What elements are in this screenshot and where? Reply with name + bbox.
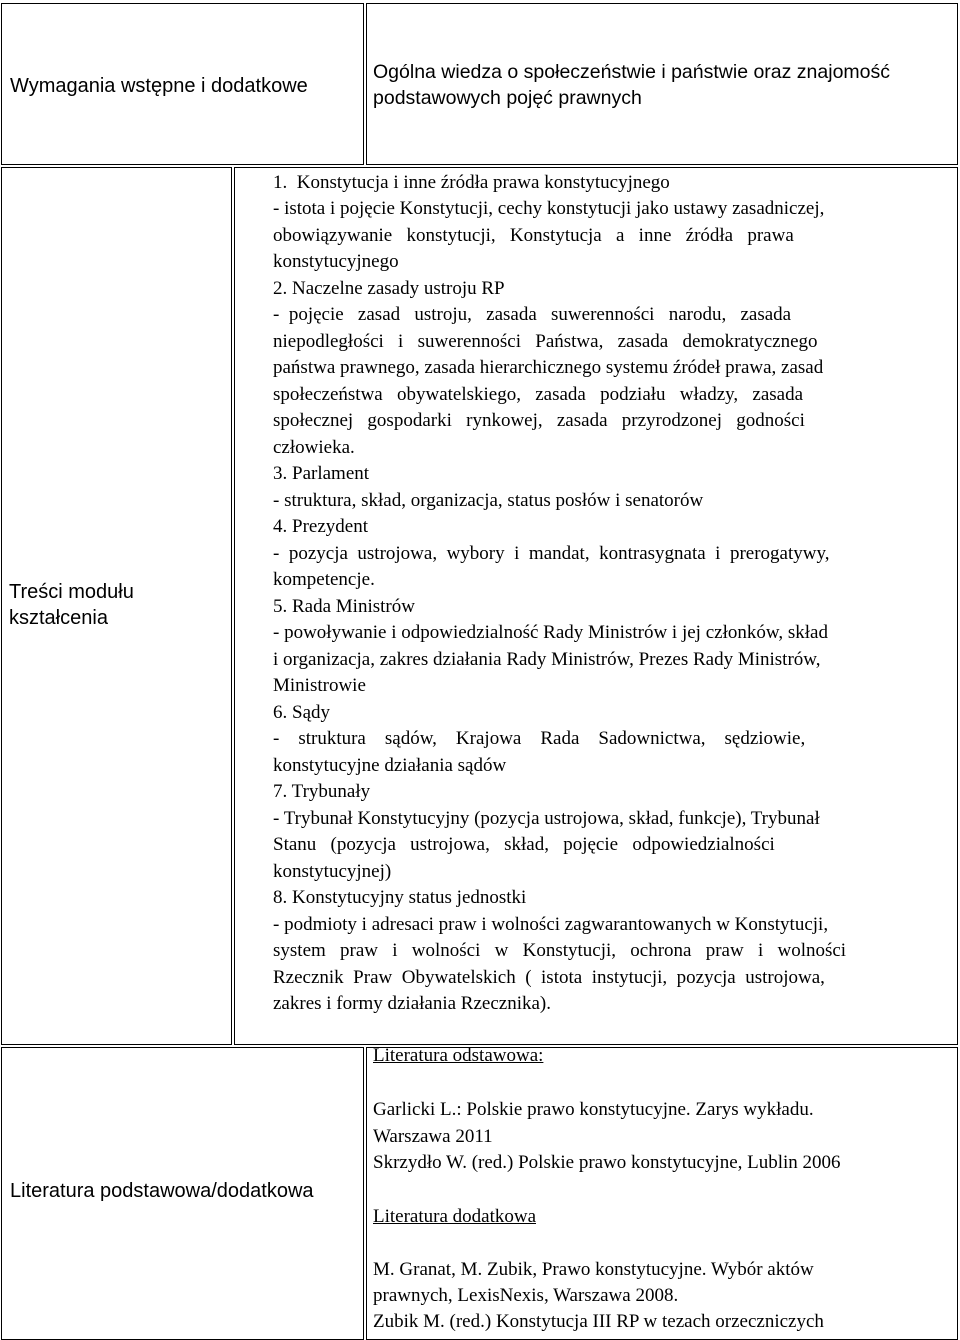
content-line: 6. Sądy (273, 702, 330, 723)
content-line: - podmioty i adresaci praw i wolności zagwarantowanych w Konstytucji, (273, 914, 829, 935)
content-line: 8. Konstytucyjny status jednostki (273, 887, 527, 908)
content-line: konstytucyjne działania sądów (273, 755, 507, 776)
basic-literature-line: Garlicki L.: Polskie prawo konstytucyjne. Zarys wykładu. (373, 1099, 814, 1120)
content-line: 1. Konstytucja i inne źródła prawa konstytucyjnego (273, 172, 670, 193)
content-line: 7. Trybunały (273, 781, 371, 802)
content-line: - pozycja ustrojowa, wybory i mandat, kontrasygnata i prerogatywy, (273, 543, 830, 564)
requirements-value-line: Ogólna wiedza o społeczeństwie i państwie oraz znajomość (373, 61, 891, 83)
content-line: - pojęcie zasad ustroju, zasada suwerenności narodu, zasada (273, 304, 792, 325)
extra-literature-heading: Literatura dodatkowa (373, 1206, 537, 1227)
requirements-label: Wymagania wstępne i dodatkowe (10, 75, 308, 97)
content-line: - struktura, skład, organizacja, status posłów i senatorów (273, 490, 704, 511)
content-line: człowieka. (273, 437, 355, 458)
extra-literature-line: prawnych, LexisNexis, Warszawa 2008. (373, 1285, 679, 1306)
content-line: 4. Prezydent (273, 516, 368, 537)
content-line: niepodległości i suwerenności Państwa, zasada demokratycznego (273, 331, 818, 352)
basic-literature-line: Skrzydło W. (red.) Polskie prawo konstytucyjne, Lublin 2006 (373, 1152, 841, 1173)
content-line: Rzecznik Praw Obywatelskich ( istota instytucji, pozycja ustrojowa, (273, 967, 825, 988)
content-label (9, 579, 134, 631)
content-line: kompetencje. (273, 569, 375, 590)
basic-literature-line: Warszawa 2011 (373, 1126, 493, 1147)
content-label-line: kształcenia (9, 607, 108, 629)
content-line: obowiązywanie konstytucji, Konstytucja a inne źródła prawa (273, 225, 794, 246)
content-line: społeczeństwa obywatelskiego, zasada podziału władzy, zasada (273, 384, 804, 405)
content-line: - struktura sądów, Krajowa Rada Sadownictwa, sędziowie, (273, 728, 806, 749)
content-line: - powoływanie i odpowiedzialność Rady Ministrów i jej członków, skład (273, 622, 828, 643)
content-line: 2. Naczelne zasady ustroju RP (273, 278, 505, 299)
content-line: Stanu (pozycja ustrojowa, skład, pojęcie odpowiedzialności (273, 834, 775, 855)
extra-literature-line: Zubik M. (red.) Konstytucja III RP w tezach orzeczniczych (373, 1311, 824, 1332)
content-line: zakres i formy działania Rzecznika). (273, 993, 551, 1014)
content-line: Ministrowie (273, 675, 366, 696)
content-line: i organizacja, zakres działania Rady Ministrów, Prezes Rady Ministrów, (273, 649, 821, 670)
content-label-line: Treści modułu (9, 581, 134, 603)
content-line: system praw i wolności w Konstytucji, ochrona praw i wolności (273, 940, 847, 961)
content-line: 3. Parlament (273, 463, 370, 484)
literature-label: Literatura podstawowa/dodatkowa (10, 1180, 314, 1202)
requirements-value-line: podstawowych pojęć prawnych (373, 87, 642, 109)
content-line: społecznej gospodarki rynkowej, zasada przyrodzonej godności (273, 410, 805, 431)
content-line: konstytucyjnej) (273, 861, 392, 882)
content-line: - Trybunał Konstytucyjny (pozycja ustrojowa, skład, funkcje), Trybunał (273, 808, 820, 829)
basic-literature-heading: Literatura odstawowa: (373, 1045, 544, 1066)
content-line: 5. Rada Ministrów (273, 596, 415, 617)
extra-literature-line: M. Granat, M. Zubik, Prawo konstytucyjne. Wybór aktów (373, 1259, 814, 1280)
content-line: konstytucyjnego (273, 251, 399, 272)
requirements-value (373, 59, 890, 111)
content-line: państwa prawnego, zasada hierarchicznego systemu źródeł prawa, zasad (273, 357, 824, 378)
content-line: - istota i pojęcie Konstytucji, cechy konstytucji jako ustawy zasadniczej, (273, 198, 825, 219)
